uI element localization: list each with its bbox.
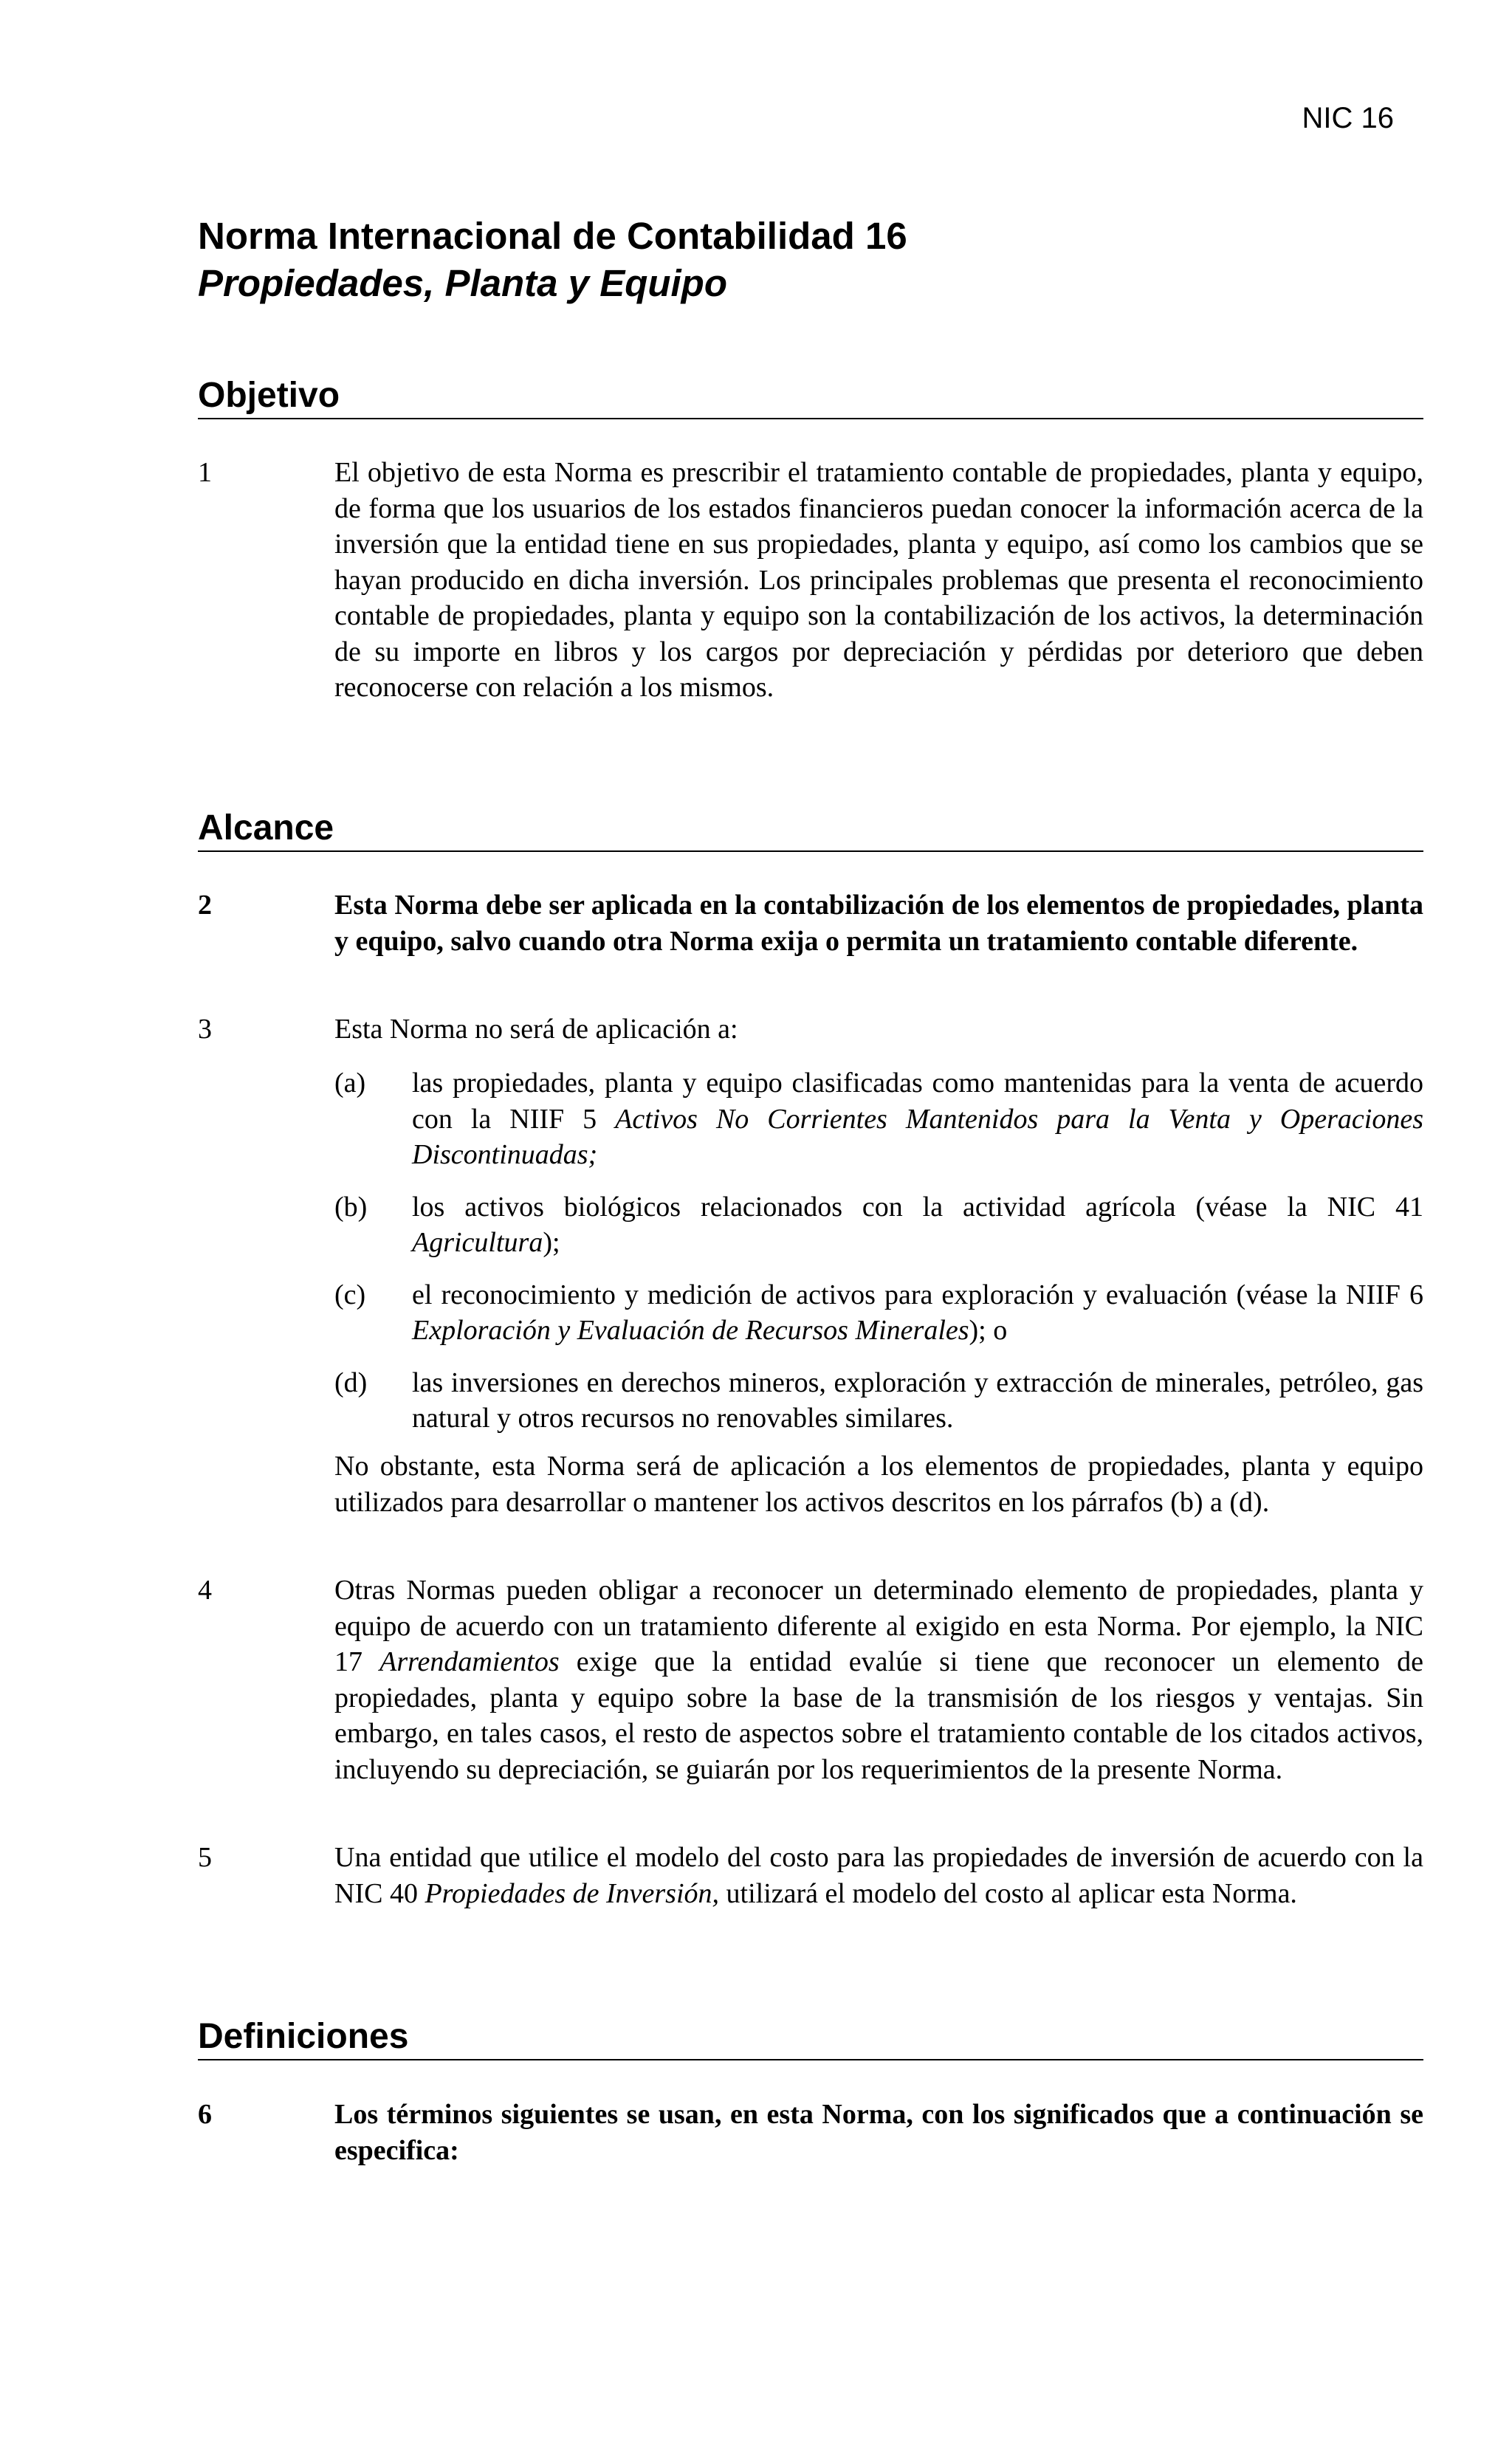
paragraph-text: Los términos siguientes se usan, en esta Norma, con los significados que a continuación se especifica: [334,2099,1423,2166]
document-title-block [198,213,907,307]
section-heading-alcance: Alcance [198,808,1423,852]
list-item-label: (b) [334,1191,368,1223]
exclusion-list [334,1065,1423,1453]
list-item-text: las propiedades, planta y equipo clasificadas como mantenidas para la venta de acuerdo con la NIIF 5 Activos No Corrientes Mantenidos para la Venta y Operaciones Discontinuadas; [412,1068,1423,1170]
list-item-label: (c) [334,1279,366,1310]
paragraph-number: 3 [198,1014,212,1045]
list-item [334,1277,1423,1349]
paragraph-text: El objetivo de esta Norma es prescribir el tratamiento contable de propiedades, planta y equipo, de forma que los usuarios de los estados financieros puedan conocer la información acerca de la inversión que la entidad tiene en sus propiedades, planta y equipo, así como los cambios que se hayan producido en dicha inversión. Los principales problemas que presenta el reconocimiento contable de propiedades, planta y equipo son la contabilización de los activos, la determinación de su importe en libros y los cargos por depreciación y pérdidas por deterioro que deben reconocerse con relación a los mismos. [334,457,1423,703]
paragraph-2 [198,887,1423,959]
list-item [334,1189,1423,1261]
paragraph-6 [198,2097,1423,2168]
list-item-label: (a) [334,1068,366,1099]
paragraph-number: 2 [198,890,212,921]
paragraph-3-continuation: No obstante, esta Norma será de aplicación a los elementos de propiedades, planta y equipo utilizados para desarrollar o mantener los activos descritos en los párrafos (b) a (d). [334,1451,1423,1518]
paragraph-text: Esta Norma debe ser aplicada en la contabilización de los elementos de propiedades, planta y equipo, salvo cuando otra Norma exija o permita un tratamiento contable diferente. [334,890,1423,957]
paragraph-number: 4 [198,1575,212,1606]
paragraph-text: Otras Normas pueden obligar a reconocer un determinado elemento de propiedades, planta y equipo de acuerdo con un tratamiento diferente al exigido en esta Norma. Por ejemplo, la NIC 17 Arrendamientos exige que la entidad evalúe si tiene que reconocer un elemento de propiedades, planta y equipo sobre la base de la transmisión de los riesgos y ventajas. Sin embargo, en tales casos, el resto de aspectos sobre el tratamiento contable de los citados activos, incluyendo su depreciación, se guiarán por los requerimientos de la presente Norma. [334,1575,1423,1785]
standard-reference: NIC 16 [1302,102,1394,134]
list-item-text: el reconocimiento y medición de activos para exploración y evaluación (véase la NIIF 6 Exploración y Evaluación de Recursos Minerales); o [412,1279,1423,1346]
document-subtitle: Propiedades, Planta y Equipo [198,262,727,304]
section-heading-definiciones: Definiciones [198,2016,1423,2060]
paragraph-4 [198,1572,1423,1787]
paragraph-text: Una entidad que utilice el modelo del costo para las propiedades de inversión de acuerdo con la NIC 40 Propiedades de Inversión, utilizará el modelo del costo al aplicar esta Norma. [334,1842,1423,1909]
paragraph-3 [198,1011,1423,1048]
list-item-text: los activos biológicos relacionados con la actividad agrícola (véase la NIC 41 Agricultura); [412,1191,1423,1258]
list-item-label: (d) [334,1367,368,1398]
paragraph-text: Esta Norma no será de aplicación a: [334,1014,738,1045]
paragraph-number: 5 [198,1842,212,1873]
list-item [334,1065,1423,1173]
paragraph-1 [198,455,1423,706]
paragraph-number: 1 [198,457,212,488]
section-heading-objetivo: Objetivo [198,375,1423,419]
list-item-text: las inversiones en derechos mineros, exploración y extracción de minerales, petróleo, gas natural y otros recursos no renovables similares. [412,1367,1423,1434]
list-item [334,1365,1423,1437]
paragraph-5 [198,1840,1423,1911]
paragraph-number: 6 [198,2099,212,2130]
document-title: Norma Internacional de Contabilidad 16 [198,215,907,257]
